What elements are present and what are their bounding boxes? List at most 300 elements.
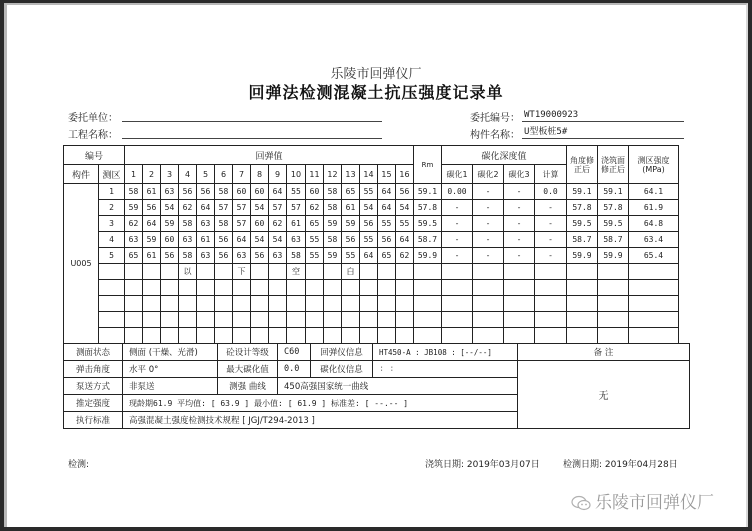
- rebound-value-cell: 56: [251, 248, 269, 264]
- table-row: [64, 296, 679, 312]
- rebound-value-cell: 55: [342, 248, 360, 264]
- empty-cell: [414, 328, 442, 344]
- rebound-value-cell: 63: [197, 216, 215, 232]
- table-row: [64, 264, 679, 280]
- rebound-value-cell: 59: [324, 216, 342, 232]
- rebound-value-cell: 59: [342, 216, 360, 232]
- empty-cell: [161, 312, 179, 328]
- rm-cell: 59.1: [414, 184, 442, 200]
- component-name-field: U型板桩5#: [522, 127, 684, 139]
- rebound-value-cell: 54: [161, 200, 179, 216]
- carbonation-meter-value: : :: [373, 361, 518, 378]
- rebound-value-cell: 63: [287, 232, 306, 248]
- blank-marker-cell: [197, 264, 215, 280]
- rebound-value-cell: 61: [342, 200, 360, 216]
- empty-cell: [197, 296, 215, 312]
- rm-cell: 59.5: [414, 216, 442, 232]
- rebound-value-cell: 64: [396, 232, 414, 248]
- table-row: [64, 216, 679, 232]
- header-zone-strength: 测区强度(MPa): [629, 146, 679, 184]
- table-row: [64, 184, 679, 200]
- zone-cell: [99, 264, 125, 280]
- empty-cell: [629, 312, 679, 328]
- header-col: 1: [125, 165, 143, 184]
- empty-cell: [629, 328, 679, 344]
- blank-marker-cell: [161, 264, 179, 280]
- empty-cell: [378, 328, 396, 344]
- zone-cell: 2: [99, 200, 125, 216]
- hammer-info-value: HT450-A : JB108 : [--/--]: [373, 344, 518, 361]
- surface-corrected-cell: 58.7: [598, 232, 629, 248]
- empty-cell: [143, 280, 161, 296]
- rebound-value-cell: 55: [378, 216, 396, 232]
- header-col: 12: [324, 165, 342, 184]
- empty-cell: [99, 280, 125, 296]
- empty-cell: [473, 264, 504, 280]
- empty-cell: [442, 328, 473, 344]
- angle-corrected-cell: 59.5: [567, 216, 598, 232]
- empty-cell: [269, 312, 287, 328]
- pump-label: 泵送方式: [64, 378, 123, 395]
- rebound-value-cell: 60: [161, 232, 179, 248]
- empty-cell: [161, 280, 179, 296]
- zone-strength-cell: 64.8: [629, 216, 679, 232]
- header-col: 7: [233, 165, 251, 184]
- empty-cell: [99, 296, 125, 312]
- rebound-value-cell: 60: [233, 184, 251, 200]
- rebound-value-cell: 62: [396, 248, 414, 264]
- empty-cell: [598, 280, 629, 296]
- blank-marker-cell: 下: [233, 264, 251, 280]
- empty-cell: [535, 264, 567, 280]
- header-angle-corrected: 角度修正后: [567, 146, 598, 184]
- empty-cell: [233, 312, 251, 328]
- empty-cell: [287, 296, 306, 312]
- rebound-value-cell: 64: [378, 200, 396, 216]
- curve-value: 450高强国家统一曲线: [278, 378, 518, 395]
- rebound-data-table: [63, 145, 679, 344]
- rebound-value-cell: 59: [125, 200, 143, 216]
- empty-cell: [567, 280, 598, 296]
- rebound-value-cell: 59: [143, 232, 161, 248]
- rebound-value-cell: 54: [251, 200, 269, 216]
- rebound-value-cell: 61: [197, 232, 215, 248]
- curve-label: 测强 曲线: [218, 378, 278, 395]
- rm-cell: 57.8: [414, 200, 442, 216]
- zone-cell: 4: [99, 232, 125, 248]
- hammer-info-label: 回弹仪信息: [311, 344, 373, 361]
- rebound-value-cell: 54: [269, 232, 287, 248]
- inspector-label: 检测:: [68, 460, 90, 470]
- empty-cell: [179, 328, 197, 344]
- empty-cell: [342, 312, 360, 328]
- rebound-value-cell: 55: [306, 248, 324, 264]
- empty-cell: [378, 296, 396, 312]
- empty-cell: [598, 264, 629, 280]
- rebound-value-cell: 61: [287, 216, 306, 232]
- calc-cell: -: [535, 232, 567, 248]
- empty-cell: [342, 328, 360, 344]
- rebound-value-cell: 57: [233, 200, 251, 216]
- blank-marker-cell: [251, 264, 269, 280]
- empty-cell: [504, 280, 535, 296]
- rebound-value-cell: 65: [342, 184, 360, 200]
- rebound-value-cell: 58: [324, 232, 342, 248]
- header-surface-corrected: 浇筑面修正后: [598, 146, 629, 184]
- empty-cell: [378, 312, 396, 328]
- rebound-value-cell: 61: [143, 184, 161, 200]
- empty-cell: [504, 328, 535, 344]
- empty-cell: [306, 312, 324, 328]
- empty-cell: [99, 312, 125, 328]
- empty-cell: [473, 296, 504, 312]
- empty-cell: [125, 296, 143, 312]
- rebound-value-cell: 65: [378, 248, 396, 264]
- blank-marker-cell: 以: [179, 264, 197, 280]
- empty-cell: [378, 280, 396, 296]
- header-col: 14: [360, 165, 378, 184]
- rebound-value-cell: 55: [360, 184, 378, 200]
- estimated-strength-value: 现龄期61.9 平均值: [ 63.9 ] 最小值: [ 61.9 ] 标准差: [ --.-- ]: [123, 395, 518, 412]
- empty-cell: [414, 280, 442, 296]
- carb3-cell: -: [504, 184, 535, 200]
- zone-strength-cell: 65.4: [629, 248, 679, 264]
- carbonation-meter-label: 碳化仪信息: [311, 361, 373, 378]
- pour-date: 浇筑日期: 2019年03月07日: [425, 460, 540, 470]
- empty-cell: [287, 328, 306, 344]
- rebound-value-cell: 56: [179, 184, 197, 200]
- empty-cell: [161, 296, 179, 312]
- standard-value: 高强混凝土强度检测技术规程 [ JGJ/T294-2013 ]: [123, 412, 518, 429]
- blank-marker-cell: [143, 264, 161, 280]
- empty-cell: [125, 312, 143, 328]
- empty-cell: [99, 328, 125, 344]
- empty-cell: [504, 296, 535, 312]
- rebound-value-cell: 60: [306, 184, 324, 200]
- angle-corrected-cell: 58.7: [567, 232, 598, 248]
- table-row: [64, 280, 679, 296]
- component-name-label: 构件名称：: [470, 130, 520, 141]
- carb3-cell: -: [504, 216, 535, 232]
- remarks-label: 备 注: [518, 344, 690, 361]
- zone-cell: 5: [99, 248, 125, 264]
- rebound-value-cell: 62: [269, 216, 287, 232]
- empty-cell: [306, 328, 324, 344]
- rebound-value-cell: 58: [324, 200, 342, 216]
- empty-cell: [360, 296, 378, 312]
- surface-corrected-cell: 59.1: [598, 184, 629, 200]
- empty-cell: [473, 312, 504, 328]
- empty-cell: [143, 296, 161, 312]
- rebound-value-cell: 65: [306, 216, 324, 232]
- blank-marker-cell: 白: [342, 264, 360, 280]
- empty-cell: [567, 296, 598, 312]
- blank-marker-cell: [360, 264, 378, 280]
- empty-cell: [473, 328, 504, 344]
- empty-cell: [342, 280, 360, 296]
- project-field: [122, 127, 382, 139]
- rebound-value-cell: 54: [396, 200, 414, 216]
- rebound-value-cell: 58: [179, 248, 197, 264]
- rebound-value-cell: 61: [143, 248, 161, 264]
- empty-cell: [414, 264, 442, 280]
- empty-cell: [396, 280, 414, 296]
- empty-cell: [504, 312, 535, 328]
- rebound-value-cell: 54: [360, 200, 378, 216]
- rebound-value-cell: 56: [360, 216, 378, 232]
- header-col: 3: [161, 165, 179, 184]
- rebound-value-cell: 64: [197, 200, 215, 216]
- empty-cell: [251, 296, 269, 312]
- rm-cell: 59.9: [414, 248, 442, 264]
- rebound-value-cell: 55: [360, 232, 378, 248]
- header-col: 5: [197, 165, 215, 184]
- empty-cell: [629, 280, 679, 296]
- rebound-value-cell: 63: [125, 232, 143, 248]
- empty-cell: [360, 312, 378, 328]
- empty-cell: [251, 312, 269, 328]
- rebound-value-cell: 56: [215, 248, 233, 264]
- header-col: 13: [342, 165, 360, 184]
- header-carb3: 碳化3: [504, 165, 535, 184]
- empty-cell: [360, 280, 378, 296]
- rebound-value-cell: 57: [233, 216, 251, 232]
- design-grade-value: C60: [278, 344, 311, 361]
- blank-marker-cell: [306, 264, 324, 280]
- zone-cell: 1: [99, 184, 125, 200]
- rm-cell: 58.7: [414, 232, 442, 248]
- empty-cell: [442, 296, 473, 312]
- table-row: [64, 312, 679, 328]
- carb2-cell: -: [473, 200, 504, 216]
- rebound-value-cell: 58: [287, 248, 306, 264]
- carb3-cell: -: [504, 200, 535, 216]
- max-carbonation-value: 0.0: [278, 361, 311, 378]
- rebound-value-cell: 56: [161, 248, 179, 264]
- rebound-value-cell: 57: [287, 200, 306, 216]
- rebound-value-cell: 64: [360, 248, 378, 264]
- header-col: 4: [179, 165, 197, 184]
- empty-cell: [125, 280, 143, 296]
- test-info-table: [63, 343, 690, 429]
- design-grade-label: 砼设计等级: [218, 344, 278, 361]
- surface-corrected-cell: 57.8: [598, 200, 629, 216]
- header-rebound-values: 回弹值: [125, 146, 414, 165]
- empty-cell: [179, 296, 197, 312]
- empty-cell: [215, 328, 233, 344]
- empty-cell: [306, 296, 324, 312]
- header-zone: 测区: [99, 165, 125, 184]
- header-col: 6: [215, 165, 233, 184]
- rebound-value-cell: 58: [215, 216, 233, 232]
- empty-cell: [629, 296, 679, 312]
- empty-cell: [197, 328, 215, 344]
- table-row: [64, 328, 679, 344]
- empty-cell: [396, 312, 414, 328]
- zone-strength-cell: 63.4: [629, 232, 679, 248]
- blank-marker-cell: [125, 264, 143, 280]
- empty-cell: [567, 312, 598, 328]
- header-col: 15: [378, 165, 396, 184]
- header-component: 构件: [64, 165, 99, 184]
- empty-cell: [535, 328, 567, 344]
- blank-marker-cell: [324, 264, 342, 280]
- empty-cell: [215, 296, 233, 312]
- estimated-strength-label: 推定强度: [64, 395, 123, 412]
- rebound-value-cell: 59: [324, 248, 342, 264]
- empty-cell: [161, 328, 179, 344]
- zone-strength-cell: 64.1: [629, 184, 679, 200]
- empty-cell: [287, 280, 306, 296]
- header-col: 16: [396, 165, 414, 184]
- max-carbonation-label: 最大碳化值: [218, 361, 278, 378]
- empty-cell: [396, 296, 414, 312]
- rebound-value-cell: 64: [378, 184, 396, 200]
- order-no-label: 委托编号：: [470, 113, 520, 124]
- header-col: 8: [251, 165, 269, 184]
- header-carb2: 碳化2: [473, 165, 504, 184]
- header-carbonation: 碳化深度值: [442, 146, 567, 165]
- carb2-cell: -: [473, 232, 504, 248]
- blank-marker-cell: [215, 264, 233, 280]
- empty-cell: [535, 280, 567, 296]
- rebound-value-cell: 62: [179, 200, 197, 216]
- empty-cell: [535, 296, 567, 312]
- rebound-value-cell: 60: [251, 184, 269, 200]
- company-name: 乐陵市回弹仪厂: [330, 67, 422, 82]
- standard-label: 执行标准: [64, 412, 123, 429]
- rebound-value-cell: 56: [197, 184, 215, 200]
- empty-cell: [442, 264, 473, 280]
- empty-cell: [535, 312, 567, 328]
- empty-cell: [629, 264, 679, 280]
- rebound-value-cell: 56: [215, 232, 233, 248]
- header-calc: 计算: [535, 165, 567, 184]
- empty-cell: [324, 296, 342, 312]
- empty-cell: [324, 312, 342, 328]
- angle-corrected-cell: 57.8: [567, 200, 598, 216]
- empty-cell: [598, 328, 629, 344]
- empty-cell: [197, 280, 215, 296]
- surface-corrected-cell: 59.5: [598, 216, 629, 232]
- carb1-cell: -: [442, 248, 473, 264]
- carb1-cell: -: [442, 200, 473, 216]
- header-col: 2: [143, 165, 161, 184]
- carb3-cell: -: [504, 248, 535, 264]
- header-carb1: 碳化1: [442, 165, 473, 184]
- carb3-cell: -: [504, 232, 535, 248]
- zone-cell: 3: [99, 216, 125, 232]
- rebound-value-cell: 63: [269, 248, 287, 264]
- table-row: [64, 248, 679, 264]
- empty-cell: [143, 312, 161, 328]
- blank-marker-cell: [396, 264, 414, 280]
- surface-corrected-cell: 59.9: [598, 248, 629, 264]
- header-col: 11: [306, 165, 324, 184]
- pump-value: 非泵送: [123, 378, 218, 395]
- carb2-cell: -: [473, 248, 504, 264]
- header-rm: Rm: [414, 146, 442, 184]
- rebound-value-cell: 57: [269, 200, 287, 216]
- empty-cell: [251, 280, 269, 296]
- empty-cell: [473, 280, 504, 296]
- carb1-cell: 0.00: [442, 184, 473, 200]
- empty-cell: [567, 264, 598, 280]
- surface-state-label: 测面状态: [64, 344, 123, 361]
- rebound-value-cell: 55: [396, 216, 414, 232]
- empty-cell: [233, 328, 251, 344]
- empty-cell: [324, 328, 342, 344]
- angle-corrected-cell: 59.1: [567, 184, 598, 200]
- empty-cell: [233, 296, 251, 312]
- empty-cell: [287, 312, 306, 328]
- empty-cell: [414, 296, 442, 312]
- empty-cell: [251, 328, 269, 344]
- empty-cell: [442, 280, 473, 296]
- carb2-cell: -: [473, 184, 504, 200]
- empty-cell: [269, 328, 287, 344]
- rebound-value-cell: 64: [233, 232, 251, 248]
- header-id: 编号: [64, 146, 125, 165]
- empty-cell: [179, 312, 197, 328]
- empty-cell: [598, 296, 629, 312]
- watermark: [571, 488, 714, 513]
- calc-cell: -: [535, 200, 567, 216]
- project-label: 工程名称：: [68, 130, 118, 141]
- rebound-value-cell: 60: [251, 216, 269, 232]
- empty-cell: [125, 328, 143, 344]
- wechat-icon: [571, 495, 591, 511]
- document-title: 回弹法检测混凝土抗压强度记录单: [248, 83, 504, 102]
- test-date: 检测日期: 2019年04月28日: [563, 460, 678, 470]
- header-col: 9: [269, 165, 287, 184]
- carb1-cell: -: [442, 216, 473, 232]
- angle-value: 水平 0°: [123, 361, 218, 378]
- client-field: [122, 110, 382, 122]
- rebound-value-cell: 64: [269, 184, 287, 200]
- watermark-text: 乐陵市回弹仪厂: [595, 493, 714, 513]
- surface-state-value: 侧面 (干燥、光滑): [123, 344, 218, 361]
- empty-cell: [342, 296, 360, 312]
- empty-cell: [504, 264, 535, 280]
- empty-cell: [396, 328, 414, 344]
- empty-cell: [269, 296, 287, 312]
- empty-cell: [324, 280, 342, 296]
- rebound-value-cell: 58: [179, 216, 197, 232]
- rebound-value-cell: 63: [197, 248, 215, 264]
- rebound-value-cell: 56: [342, 232, 360, 248]
- rebound-value-cell: 58: [125, 184, 143, 200]
- rebound-value-cell: 57: [215, 200, 233, 216]
- empty-cell: [269, 280, 287, 296]
- rebound-value-cell: 56: [378, 232, 396, 248]
- component-id: U005: [64, 184, 99, 344]
- empty-cell: [143, 328, 161, 344]
- header-col: 10: [287, 165, 306, 184]
- carb1-cell: -: [442, 232, 473, 248]
- rebound-value-cell: 58: [324, 184, 342, 200]
- rebound-value-cell: 55: [287, 184, 306, 200]
- rebound-value-cell: 62: [125, 216, 143, 232]
- calc-cell: 0.0: [535, 184, 567, 200]
- angle-corrected-cell: 59.9: [567, 248, 598, 264]
- empty-cell: [215, 312, 233, 328]
- order-no-field: WT19000923: [522, 110, 684, 122]
- rebound-value-cell: 56: [396, 184, 414, 200]
- rebound-value-cell: 56: [143, 200, 161, 216]
- rebound-value-cell: 65: [125, 248, 143, 264]
- empty-cell: [215, 280, 233, 296]
